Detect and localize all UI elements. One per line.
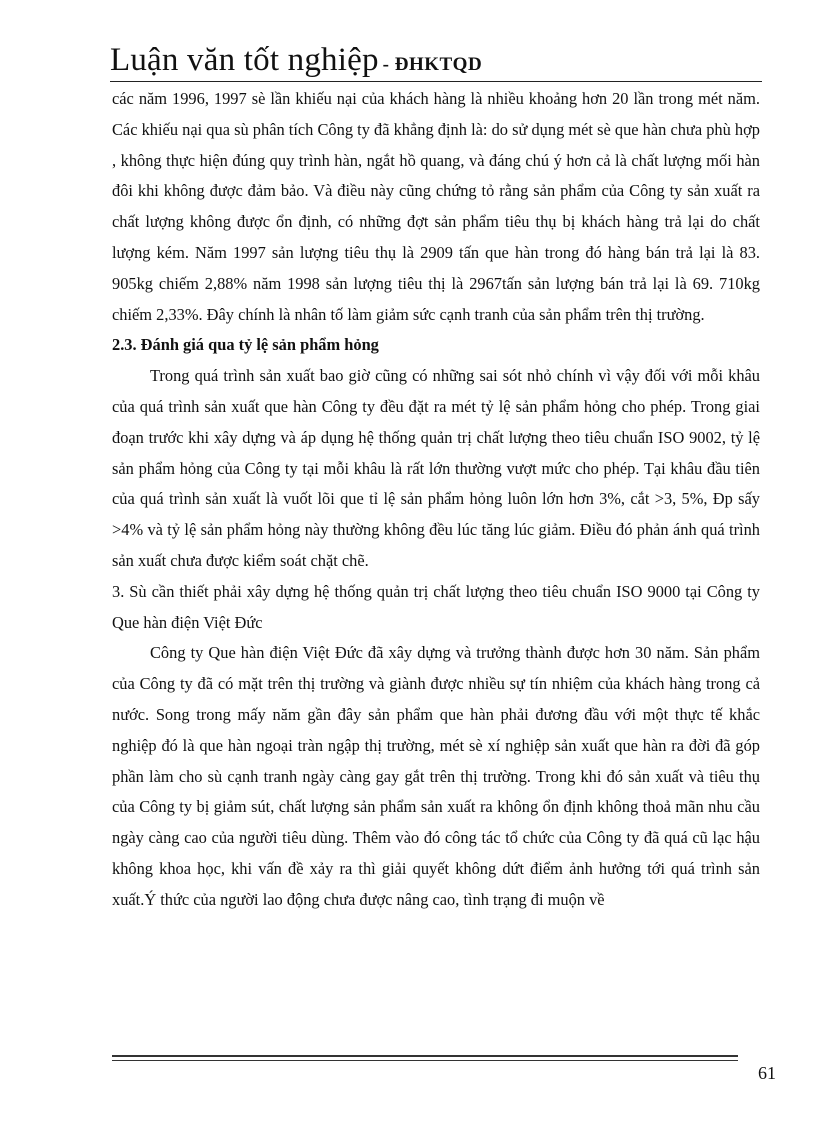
- section-heading: 2.3. Đánh giá qua tỷ lệ sản phẩm hỏng: [112, 335, 379, 355]
- section-heading-iso: 3. Sù cần thiết phải xây dựng hệ thống quản trị chất lượng theo tiêu chuẩn ISO 9000 tại Công ty Que hàn điện Việt Đức: [112, 581, 760, 632]
- header-subtitle: - ĐHKTQD: [382, 54, 483, 75]
- page-header: [110, 40, 762, 80]
- paragraph-continuation: các năm 1996, 1997 sè lần khiếu nại của khách hàng là nhiều khoảng hơn 20 lần trong mét năm. Các khiếu nại qua sù phân tích Công ty đã khẳng định là: do sử dụng mét sè que hàn chưa phù hợp , không thực hiện đúng quy trình hàn, ngắt hồ quang, và đáng chú ý hơn cả là chất lượng mối hàn đôi khi không được đảm bảo. Và điều này cũng chứng tỏ rằng sản phẩm của Công ty sản xuất ra chất lượng không được ổn định, có những đợt sản phẩm tiêu thụ bị khách hàng trả lại do chất lượng kém. Năm 1997 sản lượng tiêu thụ là 2909 tấn que hàn trong đó hàng bán trả lại là 83. 905kg chiếm 2,88% năm 1998 sản lượng tiêu thị là 2967tấn sản lượng bán trả lại là 69. 710kg chiếm 2,33%. Đây chính là nhân tố làm giảm sức cạnh tranh của sản phẩm trên thị trường.: [112, 89, 760, 324]
- document-body: [112, 84, 760, 916]
- footer-divider-thick: [112, 1055, 738, 1057]
- footer-divider-thin: [112, 1060, 738, 1061]
- header-title: Luận văn tốt nghiệp: [110, 42, 379, 78]
- paragraph-company-history: Công ty Que hàn điện Việt Đức đã xây dựng và trưởng thành được hơn 30 năm. Sản phẩm của Công ty đã có mặt trên thị trường và giành được nhiều sự tín nhiệm của khách hàng trong cả nước. Song trong mấy năm gần đây sản phẩm que hàn phải đương đầu với một thực tế khắc nghiệp đó là que hàn ngoại tràn ngập thị trường, mét sè xí nghiệp sản xuất que hàn ra đời đã góp phần làm cho sù cạnh tranh ngày càng gay gắt trên thị trường. Trong khi đó sản xuất và tiêu thụ của Công ty bị giảm sút, chất lượng sản phẩm sản xuất ra không ổn định không thoả mãn nhu cầu ngày càng cao của người tiêu dùng. Thêm vào đó công tác tổ chức của Công ty đã quá cũ lạc hậu không khoa học, khi vấn đề xảy ra thì giải quyết không dứt điểm ảnh hưởng tới quá trình sản xuất.Ý thức của người lao động chưa được nâng cao, tình trạng đi muộn về: [112, 643, 760, 909]
- paragraph-defect-rate: Trong quá trình sản xuất bao giờ cũng có những sai sót nhỏ chính vì vậy đối với mỗi khâu của quá trình sản xuất que hàn Công ty đều đặt ra mét tỷ lệ sản phẩm hỏng cho phép. Trong giai đoạn trước khi xây dựng và áp dụng hệ thống quản trị chất lượng theo tiêu chuẩn ISO 9002, tỷ lệ sản phẩm hỏng của Công ty tại mỗi khâu là rất lớn thường vượt mức cho phép. Tại khâu đầu tiên của quá trình sản xuất là vuốt lõi que tỉ lệ sản phẩm hỏng luôn lớn hơn 3%, cắt >3, 5%, Đp sấy >4% và tỷ lệ sản phẩm hỏng này thường không đều lúc tăng lúc giảm. Điều đó phản ánh quá trình sản xuất chưa được kiểm soát chặt chẽ.: [112, 366, 760, 570]
- header-divider: [110, 81, 762, 82]
- page-number: 61: [758, 1063, 776, 1083]
